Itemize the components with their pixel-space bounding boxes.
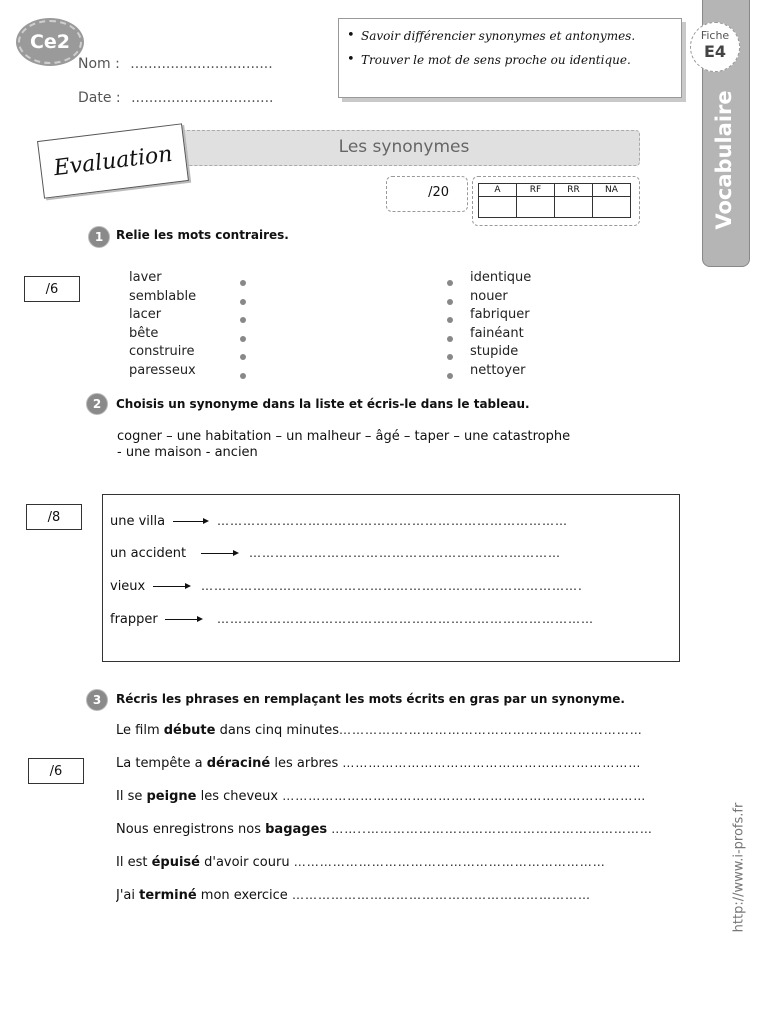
exercise-1-score-text: /6 [45,281,59,297]
bold-word: bagages [265,822,328,837]
total-score-box [386,176,468,212]
right-dots [447,280,453,391]
sentence-row [116,789,682,822]
sentence-text: La tempête a [116,756,207,771]
row-word: frapper [110,612,158,627]
bold-word: terminé [139,888,197,903]
page-title: Les synonymes [338,137,470,157]
exercise-number-2 [86,393,108,415]
total-score: /20 [428,185,449,200]
bold-word: débute [163,723,216,738]
date-field[interactable] [78,90,274,106]
name-label: Nom : [78,56,120,72]
title-bar [168,130,640,166]
right-word: nouer [470,288,508,304]
exercise-number-text: 3 [92,693,102,707]
right-word: identique [470,270,532,285]
link-dot[interactable] [240,336,246,342]
answer-line[interactable]: …………………………………………………………… [291,888,591,902]
bold-word: peigne [146,789,197,804]
sentence-row [116,756,682,789]
arrow-icon [173,521,205,522]
answer-line[interactable]: ……………………………………………………………………………. [201,579,583,593]
evaluation-stamp [37,123,189,198]
left-word-list [129,270,196,381]
right-word: nettoyer [470,362,526,378]
name-dots: ................................ [130,56,273,72]
sentence-text: J'ai [116,888,140,903]
link-dot[interactable] [240,317,246,323]
fiche-label: Fiche [700,29,730,42]
exercise-1-score [24,276,80,302]
sentence-text: Nous enregistrons nos [116,822,266,837]
sentence-text: mon exercice [196,888,292,903]
bold-word: déraciné [206,756,271,771]
left-dots [240,280,246,391]
exercise-2-instruction: Choisis un synonyme dans la liste et écris-le dans le tableau. [116,397,530,411]
row-word: vieux [110,579,146,594]
link-dot[interactable] [447,317,453,323]
answer-line[interactable]: …………………………………………………………… [342,756,642,770]
link-dot[interactable] [447,354,453,360]
exercise-2-score-text: /8 [47,509,61,525]
exercise-3-instruction: Récris les phrases en remplaçant les mots écrits en gras par un synonyme. [116,692,625,706]
answer-line[interactable]: …………………………………………………………………………… [217,612,594,626]
link-dot[interactable] [447,336,453,342]
fiche-badge [690,22,740,72]
exercise-1-instruction: Relie les mots contraires. [116,228,289,242]
answer-line[interactable]: ……………………………………………………………… [293,855,606,869]
level-badge [18,20,82,64]
synonym-list-line-2: - une maison - ancien [117,445,258,460]
link-dot[interactable] [240,354,246,360]
sentence-row [116,822,682,855]
objective-item: • Trouver le mot de sens proche ou identique. [361,53,681,67]
evaluation-label: Evaluation [52,141,174,181]
grade-cell[interactable] [593,197,631,218]
left-word: bête [129,325,159,341]
link-dot[interactable] [240,280,246,286]
exercise-2-score [26,504,82,530]
site-url: http://www.i-profs.fr [731,802,747,933]
link-dot[interactable] [447,280,453,286]
grade-table [472,176,640,226]
objectives-card [338,18,682,98]
left-word: lacer [129,307,162,322]
link-dot[interactable] [447,299,453,305]
sentence-text: Il se [116,789,147,804]
arrow-icon [201,553,235,554]
grade-cell[interactable] [479,197,517,218]
exercise-number-text: 2 [92,397,102,411]
right-word-list [470,270,531,381]
exercise-number-3 [86,689,108,711]
date-label: Date : [78,90,121,106]
link-dot[interactable] [240,373,246,379]
grade-a: A [479,184,517,197]
exercise-3-score [28,758,84,784]
answer-line[interactable]: ……………………………………………………………… [249,546,561,560]
right-word: fabriquer [470,307,530,322]
grade-cell[interactable] [555,197,593,218]
fiche-code: E4 [703,42,727,61]
sentence-list [116,723,682,921]
link-dot[interactable] [447,373,453,379]
sentence-text: dans cinq minutes [215,723,339,738]
row-word: un accident [110,546,187,561]
answer-line[interactable]: ……………………………………………………………………… [217,514,568,528]
right-word: fainéant [470,325,524,341]
bold-word: épuisé [151,855,200,870]
sentence-text: Il est [116,855,152,870]
arrow-icon [153,586,187,587]
sentence-text: les cheveux [196,789,283,804]
grade-na: NA [593,184,631,197]
left-word: laver [129,270,162,285]
answer-line[interactable]: …………….……………………………………………… [338,723,643,737]
left-word: construire [129,344,195,359]
exercise-3-score-text: /6 [49,763,63,779]
grade-rr: RR [555,184,593,197]
sentence-row [116,855,682,888]
subject-label: Vocabulaire [712,90,736,230]
grade-rf: RF [517,184,555,197]
link-dot[interactable] [240,299,246,305]
answer-line[interactable]: ……..………………………………………………………… [331,822,653,836]
row-word: une villa [110,514,166,529]
level-badge-text: Ce2 [29,31,71,53]
date-dots: ................................ [131,90,274,106]
left-word: semblable [129,288,197,304]
answer-line[interactable]: ………………………………………………………………………… [282,789,647,803]
arrow-icon [165,619,199,620]
sentence-row [116,723,682,756]
name-field[interactable] [78,56,273,72]
sentence-text: d'avoir couru [199,855,294,870]
sentence-text: les arbres [270,756,343,771]
exercise-number-1 [88,226,110,248]
synonym-table [102,494,680,662]
exercise-number-text: 1 [94,230,104,244]
synonym-list-line-1: cogner – une habitation – un malheur – âgé – taper – une catastrophe [117,429,571,444]
right-word: stupide [470,344,519,359]
objective-item: • Savoir différencier synonymes et antonymes. [361,29,681,43]
sentence-row [116,888,682,921]
grade-cell[interactable] [517,197,555,218]
sentence-text: Le film [116,723,164,738]
left-word: paresseux [129,362,196,378]
